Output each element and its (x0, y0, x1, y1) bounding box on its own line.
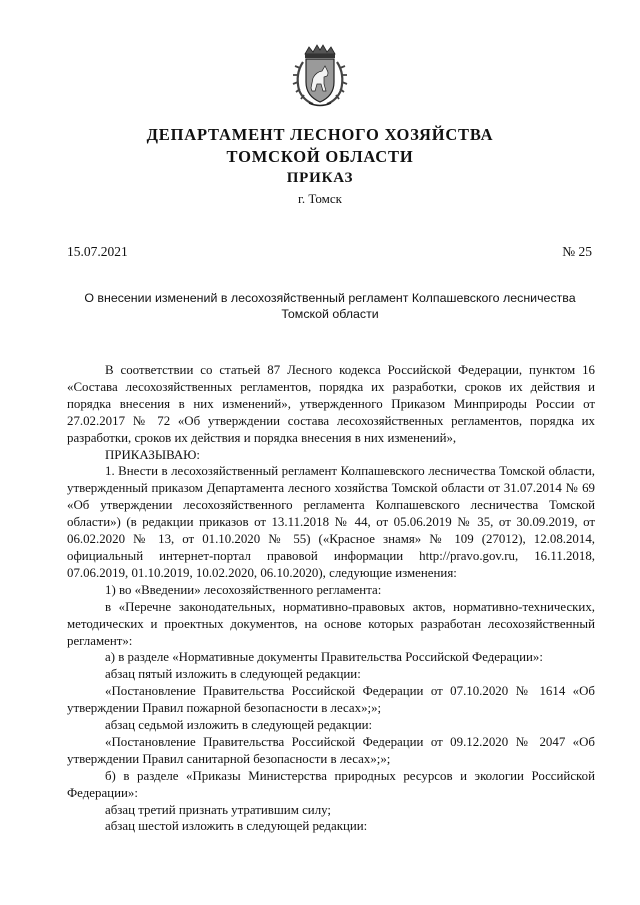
document-type: ПРИКАЗ (286, 170, 354, 186)
paragraph: а) в разделе «Нормативные документы Правительства Российской Федерации»: (105, 650, 543, 665)
document-date: 15.07.2021 (67, 244, 128, 259)
department-title-line2: ТОМСКОЙ ОБЛАСТИ (226, 147, 414, 166)
paragraph: В соответствии со статьей 87 Лесного кодекса Российской Федерации, пунктом 16 «Состава лесохозяйственных регламентов, порядка их разработки, сроков их действия и порядка внесения в них изменений», утвержденного Приказом Минприроды России от 27.02.2017 № 72 «Об утверждении состава лесохозяйственных регламентов, порядка их разработки, сроков их действия и порядка внесения в них изменений», (67, 363, 595, 445)
paragraph: в «Перечне законодательных, нормативно-правовых актов, нормативно-технических, методических и проектных документов, на основе которых разработан лесохозяйственный регламент»: (67, 599, 595, 648)
paragraph: б) в разделе «Приказы Министерства природных ресурсов и экологии Российской Федерации»: (67, 768, 595, 800)
paragraph: «Постановление Правительства Российской Федерации от 09.12.2020 № 2047 «Об утверждении Правил санитарной безопасности в лесах»;»; (67, 734, 595, 766)
document-body (67, 362, 595, 835)
document-number: № 25 (562, 244, 592, 259)
city: г. Томск (298, 191, 342, 206)
coat-of-arms-emblem (291, 44, 349, 108)
paragraph: абзац пятый изложить в следующей редакции: (105, 667, 361, 682)
paragraph: ПРИКАЗЫВАЮ: (105, 447, 200, 462)
paragraph: абзац седьмой изложить в следующей редакции: (105, 718, 373, 733)
paragraph: 1. Внести в лесохозяйственный регламент Колпашевского лесничества Томской области, утвержденный приказом Департамента лесного хозяйства Томской области от 31.07.2014 № 69 «Об утверждении лесохозяйственного регламента Колпашевского лесничества Томской области») (в редакции приказов от 13.11.2018 № 44, от 05.06.2019 № 35, от 30.09.2019, от 06.02.2020 № 13, от 01.10.2020 № 55) («Красное знамя» № 109 (27012), 12.08.2014, официальный интернет-портал правовой информации http://pravo.gov.ru, 16.11.2018, 07.06.2019, 01.10.2019, 10.02.2020, 06.10.2020), следующие изменения: (67, 464, 595, 580)
department-title-line1: ДЕПАРТАМЕНТ ЛЕСНОГО ХОЗЯЙСТВА (146, 125, 494, 144)
department-title (0, 124, 640, 168)
document-subject: О внесении изменений в лесохозяйственный регламент Колпашевского лесничества Томской области (84, 291, 576, 321)
paragraph: абзац шестой изложить в следующей редакции: (105, 819, 368, 834)
paragraph: 1) во «Введении» лесохозяйственного регламента: (105, 582, 382, 597)
paragraph: абзац третий признать утратившим силу; (105, 802, 331, 817)
paragraph: «Постановление Правительства Российской Федерации от 07.10.2020 № 1614 «Об утверждении Правил пожарной безопасности в лесах»;»; (67, 684, 595, 716)
